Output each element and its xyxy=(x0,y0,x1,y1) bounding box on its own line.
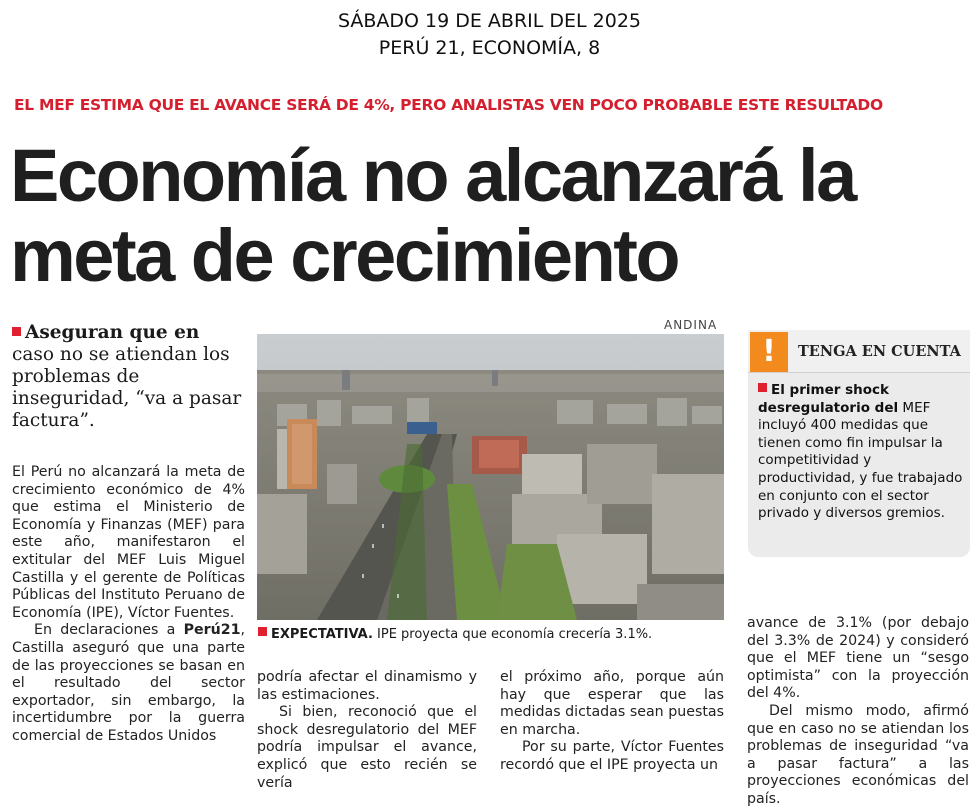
col4-paragraph-2: Del mismo modo, afirmó que en caso no se atiendan los problemas de inseguridad “va a pasar factura” a las proyecciones económicas del país. xyxy=(747,702,969,807)
col1-p2-bold: Perú21 xyxy=(183,622,241,639)
publication-source: PERÚ 21, ECONOMÍA, 8 xyxy=(378,37,601,59)
sidebar-header xyxy=(748,330,970,373)
lead-rest: caso no se atiendan los problemas de inseguridad, “va a pasar factura”. xyxy=(12,344,242,431)
article-headline xyxy=(10,136,855,296)
sidebar-bold-text: El primer shock desregulatorio del xyxy=(758,382,899,416)
col1-p2-pre: En declaraciones a xyxy=(34,622,184,639)
article-column-1 xyxy=(12,464,245,746)
sidebar-box xyxy=(748,330,970,557)
col2-paragraph-1: podría afectar el dinamismo y las estimaciones. xyxy=(257,669,477,703)
red-square-icon xyxy=(258,627,267,636)
city-aerial-image xyxy=(257,334,724,620)
red-square-icon xyxy=(12,327,21,336)
article-kicker: EL MEF ESTIMA QUE EL AVANCE SERÁ DE 4%, PERO ANALISTAS VEN POCO PROBABLE ESTE RESULTADO xyxy=(14,96,883,114)
col3-paragraph-2: Por su parte, Víctor Fuentes recordó que el IPE proyecta un xyxy=(500,739,724,773)
lead-first: Aseguran que en xyxy=(25,322,200,343)
photo-credit: ANDINA xyxy=(664,318,718,332)
article-column-4 xyxy=(747,615,969,809)
col2-paragraph-2: Si bien, reconoció que el shock desregulatorio del MEF podría impulsar el avance, explicó que esto recién se vería xyxy=(257,704,477,791)
article-lead xyxy=(12,322,244,432)
col1-paragraph-1: El Perú no alcanzará la meta de crecimiento económico de 4% que estima el Ministerio de Economía y Finanzas (MEF) para este año, manifestaron el extitular del MEF Luis Miguel Castilla y el gerente de Políticas Públicas del Instituto Peruano de Economía (IPE), Víctor Fuentes. xyxy=(12,464,245,621)
city-aerial-photo xyxy=(257,334,724,620)
caption-text: IPE proyecta que economía crecería 3.1%. xyxy=(372,627,653,642)
col1-paragraph-2 xyxy=(12,622,245,745)
col4-paragraph-1: avance de 3.1% (por debajo del 3.3% de 2024) y consideró que el MEF tiene un “sesgo optimista” con la proyección del 4%. xyxy=(747,615,969,702)
red-square-icon xyxy=(758,383,767,392)
publication-date: SÁBADO 19 DE ABRIL DEL 2025 xyxy=(337,10,642,32)
article-column-3 xyxy=(500,669,724,775)
caption-label: EXPECTATIVA. xyxy=(271,627,373,642)
sidebar-body xyxy=(758,382,963,523)
headline-line-1: Economía no alcanzará la xyxy=(10,134,855,217)
col3-paragraph-1: el próximo año, porque aún hay que esperar que las medidas dictadas sean puestas en marcha. xyxy=(500,669,724,738)
sidebar-title: TENGA EN CUENTA xyxy=(798,343,961,360)
col1-p2-post: , Castilla aseguró que una parte de las proyecciones se basan en el resultado del sector exportador, sin embargo, la incertidumbre por la guerra comercial de Estados Unidos xyxy=(12,622,245,744)
headline-line-2: meta de crecimiento xyxy=(10,214,679,297)
sidebar-text: MEF incluyó 400 medidas que tienen como fin impulsar la competitividad y productividad, y fue trabajado en conjunto con el sector privado y diversos gremios. xyxy=(758,399,963,522)
warning-icon: ! xyxy=(750,332,788,372)
article-column-2 xyxy=(257,669,477,792)
photo-caption xyxy=(258,627,652,642)
